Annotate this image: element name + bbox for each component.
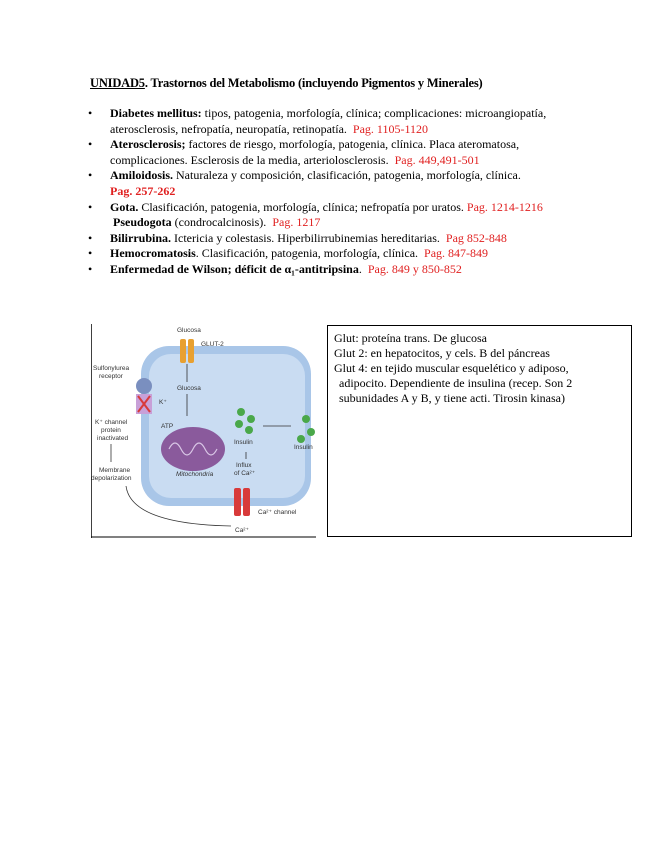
glucose-label: Glucosa — [177, 327, 201, 334]
topic-text: . — [358, 261, 362, 276]
receptor-label: receptor — [99, 373, 123, 380]
bullet: • — [88, 168, 93, 183]
glut2-icon — [180, 339, 186, 363]
bullet: • — [88, 230, 93, 245]
ca-channel-icon — [234, 488, 241, 516]
insulin-out-label: Insulin — [294, 444, 313, 451]
topic-item — [88, 106, 558, 137]
topic-text: Clasificación, patogenia, morfología, clínica; nefropatía por uratos. — [138, 199, 464, 214]
mitochondria-label: Mitochondria — [176, 471, 214, 478]
ca-channel-label: Ca²⁺ channel — [258, 509, 297, 516]
page-reference: Pag. 449,491-501 — [394, 152, 480, 167]
influx-ca-label: of Ca²⁺ — [234, 470, 256, 477]
atp-label: ATP — [161, 423, 174, 430]
topic-text: Naturaleza y composición, clasificación, patogenia, morfología, clínica. — [173, 168, 521, 183]
topic-name: Bilirrubina. — [110, 230, 172, 245]
receptor-icon — [136, 378, 152, 394]
k-channel-label: K⁺ channel — [95, 419, 128, 426]
k-channel-inactivated-label: inactivated — [97, 435, 129, 442]
note-line: subunidades A y B, y tiene acti. Tirosin kinasa) — [339, 391, 565, 405]
ca-channel-icon — [243, 488, 250, 516]
page-reference: Pag 852-848 — [445, 230, 507, 245]
note-line: adipocito. Dependiente de insulina (recep. Son 2 — [339, 376, 573, 390]
topic-name: Aterosclerosis; — [110, 137, 186, 152]
topic-text: Ictericia y colestasis. Hiperbilirrubinemias hereditarias. — [171, 230, 440, 245]
page-reference: Pag. 849 y 850-852 — [367, 261, 462, 276]
glut2-icon — [188, 339, 194, 363]
topic-name: Diabetes mellitus: — [110, 106, 202, 120]
ca-label: Ca²⁺ — [235, 527, 249, 534]
topic-item — [88, 246, 558, 262]
unit-number: UNIDAD5 — [90, 76, 145, 90]
depolarization-label: depolarization — [91, 475, 132, 482]
unit-heading — [90, 76, 482, 91]
topic-text: factores de riesgo, morfología, patogenia, clínica. Placa ateromatosa, complicaciones. Esclerosis de la media, arteriolosclerosis. — [110, 137, 520, 167]
topic-list — [88, 106, 558, 278]
unit-title: . Trastornos del Metabolismo (incluyendo Pigmentos y Minerales) — [144, 76, 483, 90]
topic-name: Hemocromatosis — [110, 246, 196, 261]
glut-notes-box — [327, 325, 632, 537]
influx-label: Influx — [236, 462, 252, 469]
topic-name: Amiloidosis. — [110, 168, 174, 183]
insulin-label: Insulin — [234, 439, 253, 446]
glut2-label: GLUT-2 — [201, 341, 224, 348]
bullet: • — [88, 199, 93, 214]
topic-item — [88, 168, 558, 199]
bullet: • — [88, 246, 93, 261]
insulin-secretion-figure — [91, 324, 316, 538]
bullet: • — [88, 261, 93, 276]
note-line: Glut: proteína trans. De glucosa — [334, 331, 487, 345]
page-reference: Pag. 1105-1120 — [352, 121, 429, 136]
page-reference: Pag. 847-849 — [424, 246, 489, 261]
bullet: • — [88, 106, 93, 120]
topic-item — [88, 200, 558, 216]
k-label: K⁺ — [159, 399, 167, 406]
glucose-inside-label: Glucosa — [177, 385, 201, 392]
topic-item — [88, 231, 558, 247]
membrane-label: Membrane — [99, 467, 131, 474]
topic-item — [88, 215, 558, 231]
topic-item — [88, 262, 558, 278]
sulfonylurea-label: Sulfonylurea — [93, 365, 130, 372]
page-reference: Pag. 1214-1216 — [466, 199, 543, 214]
topic-item — [88, 137, 558, 168]
topic-name: Pseudogota — [113, 215, 172, 230]
note-line: Glut 2: en hepatocitos, y cels. B del páncreas — [334, 346, 550, 360]
page-reference: Pag. 1217 — [272, 215, 321, 230]
topic-text: . Clasificación, patogenia, morfología, clínica. — [195, 246, 419, 261]
topic-text: tipos, patogenia, morfología, clínica; complicaciones: microangiopatía, aterosclerosis, nefropatía, neuropatía, retinopatía. — [110, 106, 547, 136]
note-line: Glut 4: en tejido muscular esquelético y adiposo, — [334, 361, 569, 375]
topic-name: Gota. — [110, 199, 139, 214]
page-reference: Pag. 257-262 — [110, 183, 176, 198]
bullet: • — [88, 137, 93, 152]
topic-text: (condrocalcinosis). — [171, 215, 267, 230]
topic-name: Enfermedad de Wilson; déficit de α₁-antitripsina — [110, 261, 359, 276]
k-channel-protein-label: protein — [101, 427, 121, 434]
